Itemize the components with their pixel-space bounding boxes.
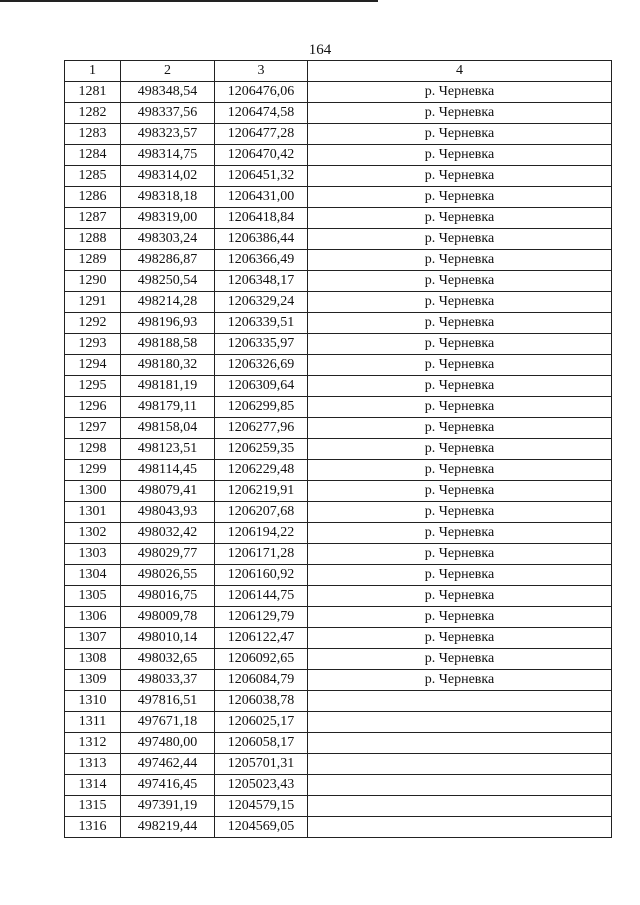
point-number-cell: 1293: [65, 334, 121, 355]
x-coordinate-cell: 498026,55: [121, 565, 215, 586]
y-coordinate-cell: 1206058,17: [215, 733, 308, 754]
y-coordinate-cell: 1206129,79: [215, 607, 308, 628]
y-coordinate-cell: 1206366,49: [215, 250, 308, 271]
point-number-cell: 1289: [65, 250, 121, 271]
x-coordinate-cell: 498188,58: [121, 334, 215, 355]
x-coordinate-cell: 497416,45: [121, 775, 215, 796]
point-number-cell: 1281: [65, 82, 121, 103]
y-coordinate-cell: 1206194,22: [215, 523, 308, 544]
table-row: [65, 397, 612, 418]
x-coordinate-cell: 498079,41: [121, 481, 215, 502]
table-row: [65, 649, 612, 670]
description-cell: р. Черневка: [308, 397, 612, 418]
table-row: [65, 313, 612, 334]
table-row: [65, 418, 612, 439]
table-row: [65, 628, 612, 649]
description-cell: р. Черневка: [308, 313, 612, 334]
point-number-cell: 1285: [65, 166, 121, 187]
description-cell: р. Черневка: [308, 586, 612, 607]
x-coordinate-cell: 498181,19: [121, 376, 215, 397]
y-coordinate-cell: 1206144,75: [215, 586, 308, 607]
y-coordinate-cell: 1206335,97: [215, 334, 308, 355]
y-coordinate-cell: 1206326,69: [215, 355, 308, 376]
point-number-cell: 1291: [65, 292, 121, 313]
description-cell: [308, 754, 612, 775]
header-cell-1: 1: [65, 61, 121, 82]
point-number-cell: 1306: [65, 607, 121, 628]
x-coordinate-cell: 498180,32: [121, 355, 215, 376]
x-coordinate-cell: 498314,75: [121, 145, 215, 166]
description-cell: [308, 796, 612, 817]
y-coordinate-cell: 1206451,32: [215, 166, 308, 187]
point-number-cell: 1314: [65, 775, 121, 796]
description-cell: р. Черневка: [308, 334, 612, 355]
table-row: [65, 460, 612, 481]
y-coordinate-cell: 1206038,78: [215, 691, 308, 712]
y-coordinate-cell: 1206160,92: [215, 565, 308, 586]
description-cell: р. Черневка: [308, 250, 612, 271]
point-number-cell: 1286: [65, 187, 121, 208]
table-row: [65, 817, 612, 838]
y-coordinate-cell: 1206339,51: [215, 313, 308, 334]
point-number-cell: 1303: [65, 544, 121, 565]
y-coordinate-cell: 1206476,06: [215, 82, 308, 103]
x-coordinate-cell: 498348,54: [121, 82, 215, 103]
description-cell: р. Черневка: [308, 103, 612, 124]
x-coordinate-cell: 498219,44: [121, 817, 215, 838]
point-number-cell: 1300: [65, 481, 121, 502]
y-coordinate-cell: 1206171,28: [215, 544, 308, 565]
x-coordinate-cell: 498158,04: [121, 418, 215, 439]
x-coordinate-cell: 498010,14: [121, 628, 215, 649]
y-coordinate-cell: 1206431,00: [215, 187, 308, 208]
table-row: [65, 250, 612, 271]
description-cell: р. Черневка: [308, 229, 612, 250]
x-coordinate-cell: 498009,78: [121, 607, 215, 628]
x-coordinate-cell: 498032,42: [121, 523, 215, 544]
description-cell: [308, 817, 612, 838]
description-cell: р. Черневка: [308, 82, 612, 103]
x-coordinate-cell: 498319,00: [121, 208, 215, 229]
x-coordinate-cell: 498179,11: [121, 397, 215, 418]
y-coordinate-cell: 1206219,91: [215, 481, 308, 502]
description-cell: р. Черневка: [308, 124, 612, 145]
y-coordinate-cell: 1206092,65: [215, 649, 308, 670]
y-coordinate-cell: 1206122,47: [215, 628, 308, 649]
description-cell: [308, 691, 612, 712]
description-cell: р. Черневка: [308, 292, 612, 313]
y-coordinate-cell: 1206259,35: [215, 439, 308, 460]
table-row: [65, 670, 612, 691]
point-number-cell: 1292: [65, 313, 121, 334]
point-number-cell: 1311: [65, 712, 121, 733]
x-coordinate-cell: 498286,87: [121, 250, 215, 271]
description-cell: р. Черневка: [308, 166, 612, 187]
x-coordinate-cell: 498032,65: [121, 649, 215, 670]
description-cell: р. Черневка: [308, 502, 612, 523]
table-row: [65, 166, 612, 187]
table-row: [65, 355, 612, 376]
x-coordinate-cell: 498123,51: [121, 439, 215, 460]
description-cell: р. Черневка: [308, 145, 612, 166]
description-cell: р. Черневка: [308, 523, 612, 544]
y-coordinate-cell: 1206477,28: [215, 124, 308, 145]
x-coordinate-cell: 497671,18: [121, 712, 215, 733]
y-coordinate-cell: 1205023,43: [215, 775, 308, 796]
y-coordinate-cell: 1205701,31: [215, 754, 308, 775]
table-row: [65, 754, 612, 775]
y-coordinate-cell: 1206084,79: [215, 670, 308, 691]
x-coordinate-cell: 498029,77: [121, 544, 215, 565]
table-row: [65, 481, 612, 502]
table-row: [65, 502, 612, 523]
x-coordinate-cell: 497816,51: [121, 691, 215, 712]
y-coordinate-cell: 1206025,17: [215, 712, 308, 733]
description-cell: р. Черневка: [308, 187, 612, 208]
x-coordinate-cell: 498337,56: [121, 103, 215, 124]
y-coordinate-cell: 1206470,42: [215, 145, 308, 166]
description-cell: р. Черневка: [308, 418, 612, 439]
point-number-cell: 1295: [65, 376, 121, 397]
table-row: [65, 292, 612, 313]
table-row: [65, 712, 612, 733]
y-coordinate-cell: 1206207,68: [215, 502, 308, 523]
description-cell: р. Черневка: [308, 481, 612, 502]
y-coordinate-cell: 1206229,48: [215, 460, 308, 481]
point-number-cell: 1299: [65, 460, 121, 481]
point-number-cell: 1287: [65, 208, 121, 229]
description-cell: [308, 775, 612, 796]
table-row: [65, 145, 612, 166]
y-coordinate-cell: 1206418,84: [215, 208, 308, 229]
point-number-cell: 1309: [65, 670, 121, 691]
x-coordinate-cell: 498214,28: [121, 292, 215, 313]
y-coordinate-cell: 1206474,58: [215, 103, 308, 124]
x-coordinate-cell: 498043,93: [121, 502, 215, 523]
y-coordinate-cell: 1206277,96: [215, 418, 308, 439]
point-number-cell: 1313: [65, 754, 121, 775]
x-coordinate-cell: 498303,24: [121, 229, 215, 250]
point-number-cell: 1312: [65, 733, 121, 754]
x-coordinate-cell: 498314,02: [121, 166, 215, 187]
description-cell: [308, 712, 612, 733]
point-number-cell: 1302: [65, 523, 121, 544]
coordinates-table: [64, 60, 612, 838]
description-cell: р. Черневка: [308, 544, 612, 565]
table-row: [65, 523, 612, 544]
point-number-cell: 1307: [65, 628, 121, 649]
x-coordinate-cell: 497462,44: [121, 754, 215, 775]
table-row: [65, 334, 612, 355]
table-row: [65, 796, 612, 817]
table-row: [65, 775, 612, 796]
description-cell: р. Черневка: [308, 565, 612, 586]
x-coordinate-cell: 498318,18: [121, 187, 215, 208]
description-cell: р. Черневка: [308, 649, 612, 670]
point-number-cell: 1301: [65, 502, 121, 523]
header-cell-2: 2: [121, 61, 215, 82]
point-number-cell: 1298: [65, 439, 121, 460]
description-cell: р. Черневка: [308, 460, 612, 481]
description-cell: р. Черневка: [308, 208, 612, 229]
table-row: [65, 691, 612, 712]
table-row: [65, 124, 612, 145]
point-number-cell: 1296: [65, 397, 121, 418]
table-row: [65, 271, 612, 292]
point-number-cell: 1290: [65, 271, 121, 292]
point-number-cell: 1316: [65, 817, 121, 838]
x-coordinate-cell: 498196,93: [121, 313, 215, 334]
description-cell: р. Черневка: [308, 628, 612, 649]
table-row: [65, 208, 612, 229]
x-coordinate-cell: 498250,54: [121, 271, 215, 292]
point-number-cell: 1308: [65, 649, 121, 670]
point-number-cell: 1304: [65, 565, 121, 586]
description-cell: р. Черневка: [308, 439, 612, 460]
table-row: [65, 103, 612, 124]
header-row: [65, 61, 612, 82]
y-coordinate-cell: 1206329,24: [215, 292, 308, 313]
point-number-cell: 1284: [65, 145, 121, 166]
table-row: [65, 607, 612, 628]
y-coordinate-cell: 1204579,15: [215, 796, 308, 817]
table-row: [65, 586, 612, 607]
table-row: [65, 229, 612, 250]
point-number-cell: 1297: [65, 418, 121, 439]
y-coordinate-cell: 1206299,85: [215, 397, 308, 418]
table-header: [65, 61, 612, 82]
point-number-cell: 1288: [65, 229, 121, 250]
y-coordinate-cell: 1206309,64: [215, 376, 308, 397]
x-coordinate-cell: 497391,19: [121, 796, 215, 817]
description-cell: р. Черневка: [308, 376, 612, 397]
table-body: [65, 82, 612, 838]
header-cell-3: 3: [215, 61, 308, 82]
x-coordinate-cell: 498114,45: [121, 460, 215, 481]
x-coordinate-cell: 497480,00: [121, 733, 215, 754]
point-number-cell: 1294: [65, 355, 121, 376]
table-row: [65, 544, 612, 565]
description-cell: р. Черневка: [308, 607, 612, 628]
table-row: [65, 187, 612, 208]
point-number-cell: 1315: [65, 796, 121, 817]
description-cell: р. Черневка: [308, 271, 612, 292]
description-cell: р. Черневка: [308, 355, 612, 376]
page-number: 164: [308, 42, 332, 58]
point-number-cell: 1283: [65, 124, 121, 145]
x-coordinate-cell: 498323,57: [121, 124, 215, 145]
y-coordinate-cell: 1206348,17: [215, 271, 308, 292]
x-coordinate-cell: 498033,37: [121, 670, 215, 691]
table-row: [65, 376, 612, 397]
header-cell-4: 4: [308, 61, 612, 82]
y-coordinate-cell: 1206386,44: [215, 229, 308, 250]
table-row: [65, 565, 612, 586]
table-row: [65, 439, 612, 460]
table-row: [65, 82, 612, 103]
table-row: [65, 733, 612, 754]
description-cell: р. Черневка: [308, 670, 612, 691]
point-number-cell: 1305: [65, 586, 121, 607]
point-number-cell: 1282: [65, 103, 121, 124]
top-rule: [0, 0, 378, 2]
x-coordinate-cell: 498016,75: [121, 586, 215, 607]
y-coordinate-cell: 1204569,05: [215, 817, 308, 838]
point-number-cell: 1310: [65, 691, 121, 712]
description-cell: [308, 733, 612, 754]
